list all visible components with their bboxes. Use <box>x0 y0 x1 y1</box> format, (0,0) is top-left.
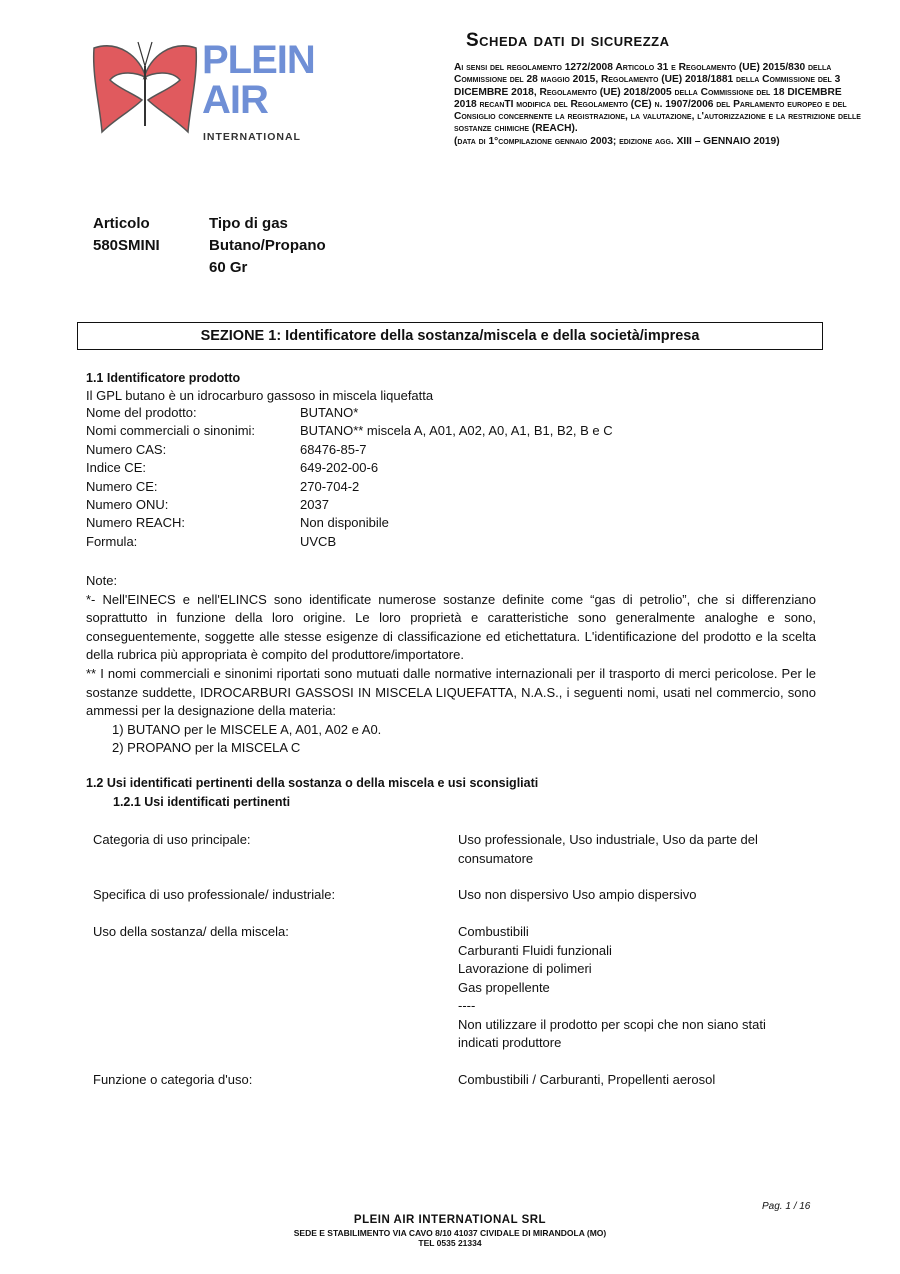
use-value-line: Combustibili / Carburanti, Propellenti aerosol <box>458 1072 716 1087</box>
page-number: Pag. 1 / 16 <box>762 1201 811 1212</box>
use-label: Categoria di uso principale: <box>93 832 251 847</box>
use-value-line: consumatore <box>458 850 534 866</box>
note-1: *- Nell'EINECS e nell'ELINCS sono identificate numerose sostanze definite come “gas di petrolio”, che si differenziano soprattutto in funzione della loro origine. Le loro proprietà e caratteristiche sono generalmente analoghe e sono, conseguentemente, soggette alle stesse esigenze di classificazione ed etichettatura. L'identificazione del prodotto e la scelta della rubrica più appropriata è compito del produttore/importatore. <box>86 591 816 663</box>
note-2: ** I nomi commerciali e sinonimi riportati sono mutuati dalle normative internazionali per il trasporto di merci pericolose. Per le sostanze suddette, IDROCARBURI GASSOSI IN MISCELA LIQUEFATTA, N.A.S., i seguenti nomi, usati nel commercio, sono ammessi per la designazione della materia: <box>86 665 816 719</box>
gas-block <box>209 213 326 279</box>
article-label: Articolo <box>93 215 150 232</box>
logo-line1: PLEIN <box>202 38 315 82</box>
gas-type: Butano/Propano <box>209 237 326 254</box>
footer-address: SEDE E STABILIMENTO VIA CAVO 8/10 41037 CIVIDALE DI MIRANDOLA (MO) <box>293 1228 607 1238</box>
field-label: Indice CE: <box>86 460 146 476</box>
use-value <box>458 886 818 905</box>
use-value <box>458 831 818 868</box>
logo-line2: AIR <box>202 78 268 122</box>
use-value-line: Uso non dispersivo Uso ampio dispersivo <box>458 887 697 902</box>
note-item-2: 2) PROPANO per la MISCELA C <box>112 740 301 756</box>
notes <box>86 572 816 758</box>
field-value: BUTANO** miscela A, A01, A02, A0, A1, B1, B2, B e C <box>300 423 613 439</box>
field-value: 2037 <box>300 497 329 512</box>
field-value: UVCB <box>300 533 337 549</box>
use-value-line: ---- <box>458 998 476 1013</box>
section-title: SEZIONE 1: Identificatore della sostanza/miscela e della società/impresa <box>77 322 823 350</box>
footer-company: PLEIN AIR INTERNATIONAL SRL <box>353 1214 547 1226</box>
subsection-title-1-2: 1.2 Usi identificati pertinenti della sostanza o della miscela e usi sconsigliati <box>86 776 539 790</box>
use-value-line: Lavorazione di polimeri <box>458 961 592 976</box>
field-label: Numero REACH: <box>86 515 185 531</box>
logo-subtitle: INTERNATIONAL <box>203 131 301 143</box>
article-block <box>93 213 160 257</box>
use-value-line: Uso professionale, Uso industriale, Uso da parte del <box>458 832 758 847</box>
use-value-line: Non utilizzare il prodotto per scopi che non siano stati <box>458 1016 766 1032</box>
field-label: Numero CE: <box>86 478 158 494</box>
use-value-line: Gas propellente <box>458 979 550 995</box>
subsection-title-1-2-1: 1.2.1 Usi identificati pertinenti <box>113 795 291 809</box>
document-title: Scheda dati di sicurezza <box>466 30 670 51</box>
edition-note: (data di 1°compilazione gennaio 2003; edizione agg. XIII – GENNAIO 2019) <box>454 135 780 147</box>
field-label: Nome del prodotto: <box>86 405 197 420</box>
field-label: Numero CAS: <box>86 441 167 457</box>
note-item-1: 1) BUTANO per le MISCELE A, A01, A02 e A0. <box>112 721 382 737</box>
use-value <box>458 1071 818 1090</box>
regulation-text <box>454 62 864 148</box>
field-label: Numero ONU: <box>86 497 169 512</box>
use-value-line: Combustibili <box>458 924 529 939</box>
field-value: 68476-85-7 <box>300 441 367 457</box>
field-value: Non disponibile <box>300 515 389 531</box>
subsection-title: 1.1 Identificatore prodotto <box>86 371 241 385</box>
footer-tel: TEL 0535 21334 <box>418 1238 482 1248</box>
use-label: Specifica di uso professionale/ industriale: <box>93 887 336 902</box>
field-label: Nomi commerciali o sinonimi: <box>86 423 256 439</box>
use-label: Funzione o categoria d'uso: <box>93 1072 253 1087</box>
use-value-line: indicati produttore <box>458 1035 562 1050</box>
notes-label: Note: <box>86 573 118 588</box>
use-value <box>458 923 818 1053</box>
field-value: BUTANO* <box>300 405 359 420</box>
field-value: 270-704-2 <box>300 478 360 494</box>
field-label: Formula: <box>86 533 138 549</box>
use-label: Uso della sostanza/ della miscela: <box>93 924 289 939</box>
logo-wordmark <box>202 40 315 120</box>
gas-weight: 60 Gr <box>209 259 248 276</box>
regulation-body: Ai sensi del regolamento 1272/2008 Articolo 31 e Regolamento (UE) 2015/830 della Commissione del 28 maggio 2015, Regolamento (UE) 2018/1881 della Commissione del 3 DICEMBRE 2018, Regolamento (UE) 2018/2005 della Commissione del 18 DICEMBRE 2018 recanTI modifica del Regolamento (CE) n. 1907/2006 del Parlamento europeo e del Consiglio concernente la registrazione, la valutazione, l'autorizzazione e la restrizione delle sostanze chimiche (REACH). <box>454 62 861 135</box>
use-value-line: Carburanti Fluidi funzionali <box>458 942 612 958</box>
gas-label: Tipo di gas <box>209 215 288 232</box>
article-code: 580SMINI <box>93 237 160 254</box>
subsection-intro: Il GPL butano è un idrocarburo gassoso in miscela liquefatta <box>86 388 434 403</box>
field-value: 649-202-00-6 <box>300 460 379 476</box>
